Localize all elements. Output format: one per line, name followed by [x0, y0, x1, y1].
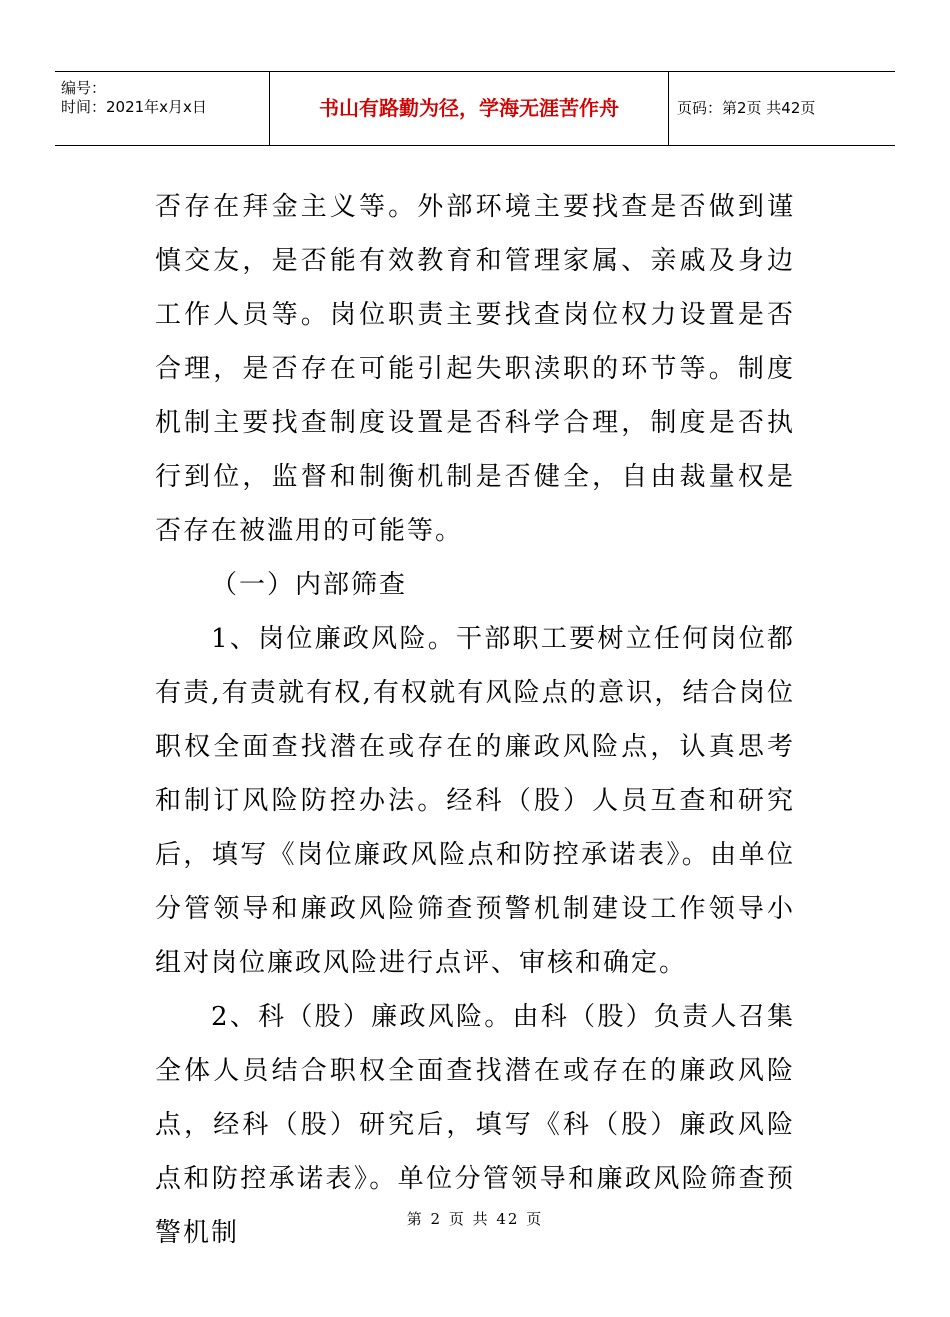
page-footer: 第 2 页 共 42 页	[406, 1210, 544, 1228]
section-heading: （一）内部筛查	[211, 570, 408, 600]
document-number-label: 编号：	[61, 79, 107, 97]
header-meta	[55, 72, 269, 145]
body-paragraph: 1、岗位廉政风险。干部职工要树立任何岗位都有责,有责就有权,有权就有风险点的意识，结合岗位职权全面查找潜在或存在的廉政风险点，认真思考和制订风险防控办法。经科（股）人员互查和研究后，填写《岗位廉政风险点和防控承诺表》。由单位分管领导和廉政风险筛查预警机制建设工作领导小组对岗位廉政风险进行点评、审核和确定。	[155, 624, 795, 978]
body-paragraph: 否存在拜金主义等。外部环境主要找查是否做到谨慎交友，是否能有效教育和管理家属、亲戚及身边工作人员等。岗位职责主要找查岗位权力设置是否合理，是否存在可能引起失职渎职的环节等。制度机制主要找查制度设置是否科学合理，制度是否执行到位，监督和制衡机制是否健全，自由裁量权是否存在被滥用的可能等。	[155, 192, 795, 546]
document-body	[155, 180, 795, 1260]
header-motto: 书山有路勤为径，学海无涯苦作舟	[319, 96, 619, 120]
header-page-info: 页码：第2页 共42页	[677, 99, 816, 117]
body-paragraph: 2、科（股）廉政风险。由科（股）负责人召集全体人员结合职权全面查找潜在或存在的廉政风险点，经科（股）研究后，填写《科（股）廉政风险点和防控承诺表》。单位分管领导和廉政风险筛查预警机制	[155, 1002, 795, 1248]
page-header	[55, 71, 895, 146]
document-time-label: 时间：2021年x月x日	[61, 98, 207, 116]
